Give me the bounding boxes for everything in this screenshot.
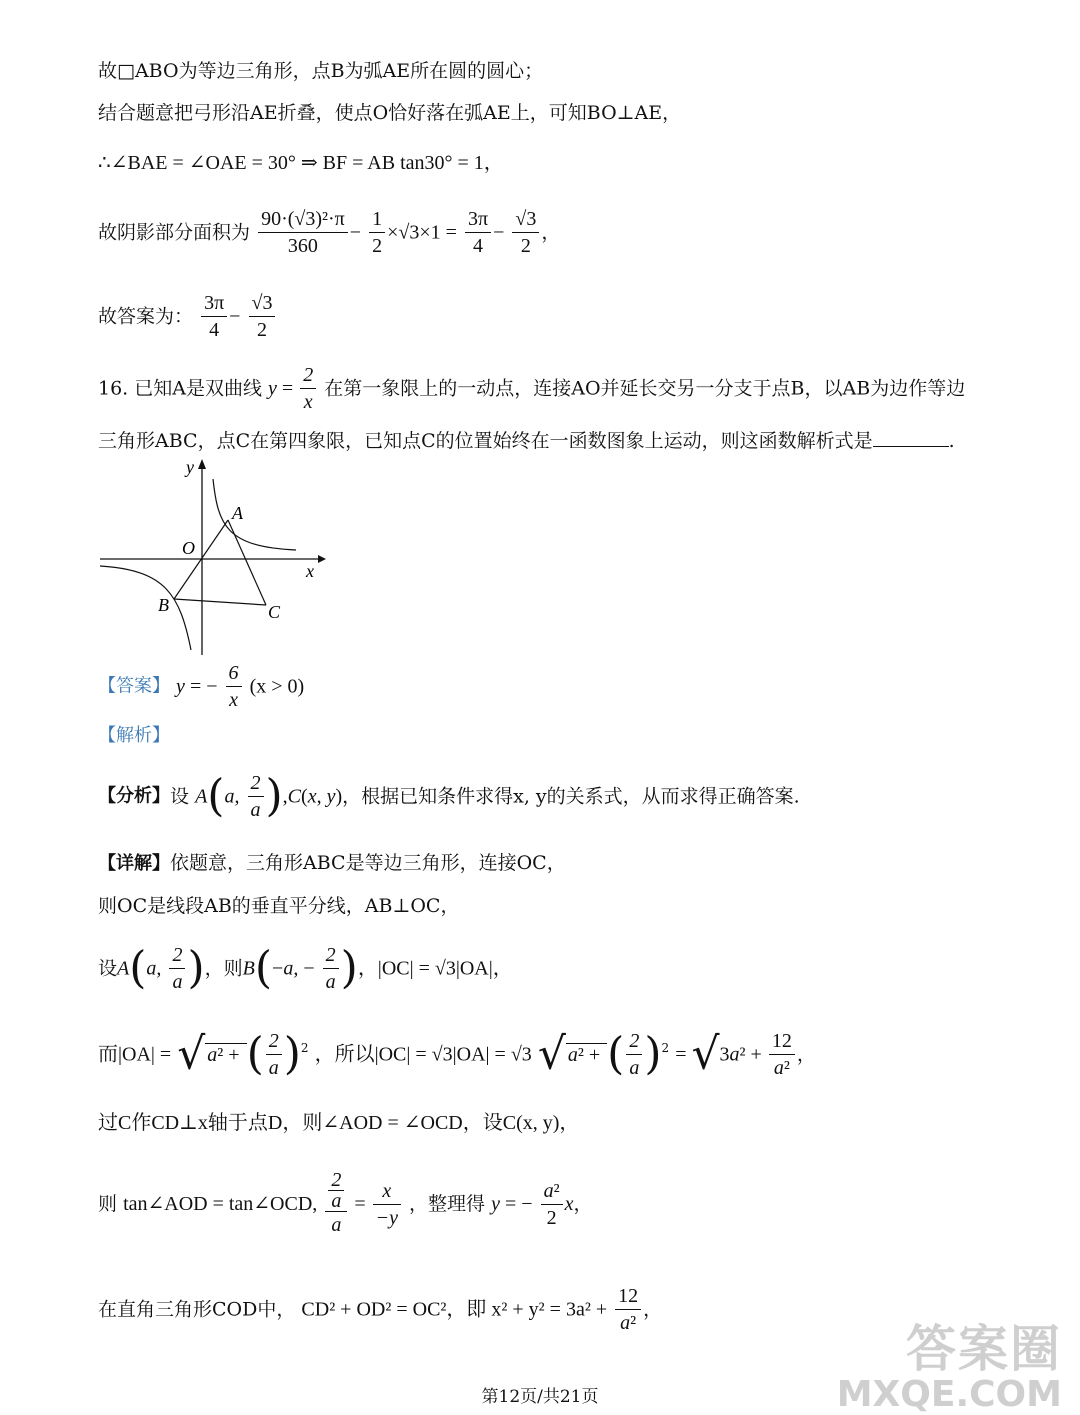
- fraction: $\frac{12}{\text{a²}}$: [769, 1028, 795, 1081]
- solution-line-2: 结合题意把弓形沿AE折叠，使点O恰好落在弧AE上，可知BO⊥AE，: [98, 102, 682, 124]
- detail-line-1: 【详解】依题意，三角形ABC是等边三角形，连接OC，: [98, 852, 566, 874]
- fraction: $\frac{√3}{2}$: [249, 290, 276, 343]
- page-footer: 第12页/共21页: [481, 1387, 599, 1407]
- fraction: $\frac{2}{a}$: [323, 942, 339, 995]
- point-A-label: A: [232, 503, 243, 523]
- detail-line-2: 则OC是线段AB的垂直平分线，AB⊥OC，: [98, 895, 460, 917]
- fenxi-line: 【分析】设 A(a, $\frac{2}{a}$ ),C(x, y)，根据已知条件求得x, y的关系式，从而求得正确答案.: [98, 770, 800, 822]
- fraction: $\frac{\frac{2}{a}}{a}$: [325, 1170, 347, 1238]
- detail-line-4: 而|OA| = √ a² + ( $\frac{2}{a}$ )$^2$ ，所以|OC| = √3|OA| = √3 √ a² + ( $\frac{2}{a}$ )$^2$ = √3a² + $\frac{12}{\text{a²}}$ ，: [98, 1028, 816, 1080]
- fraction: $\frac{2}{a}$: [169, 942, 185, 995]
- detail-line-3: 设A(a, $\frac{2}{a}$ )，则B(−a, − $\frac{2}{a}$ )，|OC| = √3|OA|，: [98, 942, 513, 994]
- fraction: $\frac{2}{a}$: [248, 770, 264, 823]
- shaded-area-line: 故阴影部分面积为 $\frac{\text{90·(√3)²·π}}{360}$ − $\frac{1}{2}$ ×√3×1 = $\frac{3\pi}{4}$ − $\frac{√3}{2}$ ，: [98, 208, 561, 257]
- solution-line-3: ∴∠BAE = ∠OAE = 30° ⇒ BF = AB tan30° = 1，: [98, 152, 504, 174]
- fraction: $\frac{1}{2}$: [369, 206, 385, 259]
- detail-line-6: 则 tan∠AOD = tan∠OCD, $\frac{\frac{2}{a}}{a}$ = $\frac{x}{-y}$ ，整理得 y = − $\frac{\text{a²}}{2}$ x，: [98, 1169, 593, 1236]
- x-label: x: [306, 561, 314, 581]
- hyperbola-branch-1: [213, 479, 296, 550]
- fraction: $\frac{3\pi}{4}$: [201, 290, 227, 343]
- segment-AC: [228, 520, 266, 605]
- watermark-logo: 答案圈 MXQE.COM: [836, 1320, 1062, 1415]
- fraction: $\frac{\text{a²}}{2}$: [541, 1178, 563, 1231]
- detail-line-7: 在直角三角形COD中， CD² + OD² = OC²，即 x² + y² = 3a² + $\frac{12}{\text{a²}}$ ，: [98, 1285, 663, 1334]
- segment-BC: [174, 599, 266, 605]
- hyperbola-figure: [96, 455, 326, 660]
- fraction: $\frac{6}{x}$: [226, 660, 242, 713]
- fraction: $\frac{√3}{2}$: [512, 206, 539, 259]
- y-axis-arrow: [198, 459, 206, 469]
- answer-tag: 【答案】: [98, 675, 170, 697]
- fraction: $\frac{x}{-y}$: [373, 1178, 401, 1231]
- answer-blank: [873, 426, 949, 447]
- fraction: $\frac{12}{\text{a²}}$: [615, 1283, 641, 1336]
- solution-line-1: 故□ABO为等边三角形，点B为弧AE所在圆的圆心；: [98, 60, 544, 82]
- question-16: 16. 已知A是双曲线 y = $\frac{2}{x}$ 在第一象限上的一动点，连接AO并延长交另一分支于点B，以AB为边作等边: [98, 364, 966, 413]
- hyperbola-branch-2: [100, 566, 191, 650]
- fraction: $\frac{\text{90·(√3)²·π}}{360}$: [258, 206, 348, 259]
- point-C-label: C: [268, 602, 281, 622]
- answer-section: 【答案】 y = − $\frac{6}{x}$ (x > 0): [98, 662, 305, 711]
- fraction: $\frac{2}{a}$: [626, 1028, 642, 1081]
- point-B-label: B: [158, 595, 169, 615]
- detail-line-5: 过C作CD⊥x轴于点D，则∠AOD = ∠OCD，设C(x, y)，: [98, 1112, 580, 1134]
- fraction: $\frac{2}{x}$: [300, 362, 316, 415]
- analysis-tag: 【解析】: [98, 725, 170, 746]
- question-16-cont: 三角形ABC，点C在第四象限，已知点C的位置始终在一函数图象上运动，则这函数解析式是 .: [98, 426, 955, 454]
- y-label: y: [186, 457, 194, 477]
- answer-line-15: 故答案为： $\frac{3\pi}{4}$ − $\frac{√3}{2}$: [98, 290, 277, 343]
- fraction: $\frac{3\pi}{4}$: [465, 206, 491, 259]
- analysis-section: [98, 722, 170, 749]
- x-axis-arrow: [318, 555, 326, 563]
- origin-label: O: [182, 538, 195, 558]
- fraction: $\frac{2}{a}$: [266, 1028, 282, 1081]
